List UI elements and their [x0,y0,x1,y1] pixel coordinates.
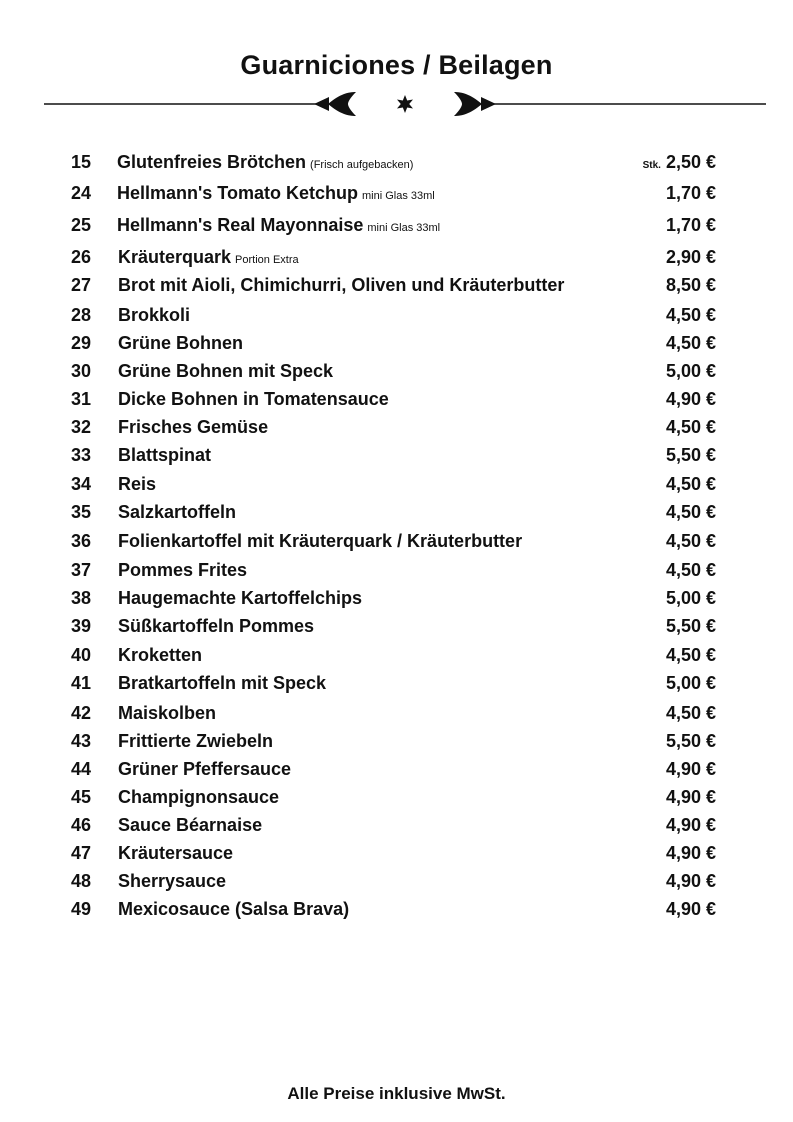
price-value: 4,50 € [665,531,716,551]
item-name-text: Maiskolben [118,703,217,723]
item-name [118,616,314,637]
item-name [118,531,522,552]
item-name-text: Grüner Pfeffersauce [118,759,292,779]
menu-item [0,727,793,755]
item-name [117,152,413,173]
item-name-text: Sauce Béarnaise [118,815,263,835]
item-name [117,183,435,204]
price-value: 5,50 € [665,616,716,636]
item-name-text: Hellmann's Tomato Ketchup [117,183,358,203]
item-number: 37 [71,560,92,580]
item-name-text: Reis [118,474,157,494]
item-number: 25 [71,215,92,235]
menu-item [0,357,793,385]
item-number: 24 [71,183,92,203]
item-number: 49 [71,899,92,919]
item-number: 48 [71,871,92,891]
item-price [666,787,716,808]
item-name-text: Dicke Bohnen in Tomatensauce [118,389,389,409]
item-price [666,183,716,204]
item-name-text: Folienkartoffel mit Kräuterquark / Kräuterbutter [118,531,523,551]
menu-item [0,527,793,556]
item-name-text: Brot mit Aioli, Chimichurri, Oliven und Kräuterbutter [118,275,565,295]
item-price [666,417,716,438]
item-number: 47 [71,843,92,863]
item-name [118,275,564,296]
item-name [117,215,440,236]
item-price [666,361,716,382]
item-name-text: Frittierte Zwiebeln [118,731,274,751]
item-price [666,305,716,326]
item-name [118,502,236,523]
item-number: 33 [71,445,92,465]
item-name-text: Sherrysauce [118,871,227,891]
item-number: 43 [71,731,92,751]
price-value: 4,50 € [665,645,716,665]
price-value: 5,00 € [665,673,716,693]
item-price [643,152,716,173]
item-name-text: Blattspinat [118,445,212,465]
item-name [118,871,226,892]
item-number: 28 [71,305,92,325]
menu-item [0,329,793,357]
menu-item [0,612,793,641]
menu-item [0,179,793,211]
menu-item [0,811,793,839]
page-title: Guarniciones / Beilagen [240,50,553,80]
item-price [666,759,716,780]
item-name-text: Pommes Frites [118,560,248,580]
item-price [666,899,716,920]
item-price [666,731,716,752]
item-number: 26 [71,247,92,267]
menu-item [0,699,793,727]
item-name-text: Süßkartoffeln Pommes [118,616,315,636]
item-number: 45 [71,787,92,807]
price-value: 5,00 € [665,588,716,608]
item-name [118,417,268,438]
price-value: 2,90 € [665,247,716,267]
price-unit: Stk. [642,160,661,171]
price-value: 1,70 € [665,215,716,235]
item-number: 35 [71,502,92,522]
price-value: 4,50 € [665,560,716,580]
price-value: 4,90 € [665,815,716,835]
item-price [666,616,716,637]
item-name-text: Kräuterquark [118,247,232,267]
item-name-text: Mexicosauce (Salsa Brava) [118,899,350,919]
item-name [118,645,202,666]
item-number: 46 [71,815,92,835]
item-name [118,843,233,864]
divider-flourish-right [454,92,496,116]
menu-item [0,271,793,301]
price-value: 2,50 € [665,152,716,172]
item-price [666,389,716,410]
menu-item [0,755,793,783]
item-name-text: Grüne Bohnen [118,333,243,353]
item-number: 36 [71,531,92,551]
price-value: 4,50 € [665,502,716,522]
item-name-text: Brokkoli [118,305,191,325]
menu-item [0,783,793,811]
item-number: 42 [71,703,92,723]
item-name-text: Kroketten [118,645,203,665]
menu-item [0,498,793,527]
item-price [666,333,716,354]
divider-flourish-left [314,92,356,116]
item-name-text: Salzkartoffeln [118,502,237,522]
item-note: mini Glas 33ml [367,222,441,234]
item-price [666,645,716,666]
item-price [666,843,716,864]
item-number: 29 [71,333,92,353]
item-name [118,759,291,780]
item-name [118,445,211,466]
item-name [118,673,326,694]
menu-item [0,641,793,669]
price-value: 4,50 € [665,703,716,723]
price-value: 1,70 € [665,183,716,203]
price-value: 5,50 € [665,445,716,465]
price-value: 4,90 € [665,843,716,863]
item-name [118,560,247,581]
item-name [118,899,349,920]
menu-item [0,470,793,498]
item-note: (Frisch aufgebacken) [310,159,414,171]
item-name-text: Frisches Gemüse [118,417,269,437]
item-name [118,787,279,808]
menu-item [0,584,793,612]
price-value: 4,50 € [665,474,716,494]
item-number: 27 [71,275,92,295]
menu-item [0,211,793,243]
ornamental-divider [44,88,766,122]
item-number: 39 [71,616,92,636]
item-name [118,474,156,495]
item-name [118,305,190,326]
menu-item [0,413,793,441]
item-number: 41 [71,673,92,693]
item-price [666,703,716,724]
item-note: Portion Extra [235,254,299,266]
menu-item [0,556,793,584]
item-note: mini Glas 33ml [361,190,435,202]
item-name [118,247,299,268]
item-name-text: Champignonsauce [118,787,280,807]
menu-item [0,301,793,329]
item-price [666,247,716,268]
item-name-text: Glutenfreies Brötchen [117,152,307,172]
item-number: 40 [71,645,92,665]
item-number: 15 [71,152,92,172]
price-value: 4,90 € [665,899,716,919]
item-price [666,474,716,495]
price-value: 5,50 € [665,731,716,751]
item-price [666,871,716,892]
price-value: 4,50 € [665,305,716,325]
item-name [118,731,273,752]
item-name [118,333,243,354]
item-price [666,673,716,694]
item-number: 38 [71,588,92,608]
menu-item [0,867,793,895]
menu-item [0,669,793,699]
item-name-text: Haugemachte Kartoffelchips [118,588,363,608]
item-name [118,588,362,609]
menu-item [0,148,793,179]
item-name [118,815,262,836]
item-name-text: Kräutersauce [118,843,234,863]
star-ornament-icon [397,95,413,113]
menu-item [0,243,793,271]
price-value: 8,50 € [665,275,716,295]
item-price [666,531,716,552]
item-price [666,215,716,236]
price-value: 4,50 € [665,417,716,437]
item-name [118,703,216,724]
item-name-text: Grüne Bohnen mit Speck [118,361,334,381]
item-price [666,560,716,581]
menu-list [0,148,793,923]
item-number: 30 [71,361,92,381]
price-value: 4,50 € [665,333,716,353]
item-price [666,588,716,609]
price-value: 4,90 € [665,389,716,409]
menu-item [0,441,793,470]
item-name [118,389,389,410]
item-price [666,815,716,836]
item-number: 32 [71,417,92,437]
item-name-text: Bratkartoffeln mit Speck [118,673,327,693]
price-value: 4,90 € [665,759,716,779]
item-name [118,361,333,382]
item-number: 31 [71,389,92,409]
price-value: 4,90 € [665,871,716,891]
item-price [666,275,716,296]
menu-item [0,895,793,923]
item-price [666,445,716,466]
item-number: 34 [71,474,92,494]
price-value: 5,00 € [665,361,716,381]
item-number: 44 [71,759,92,779]
menu-item [0,385,793,413]
item-name-text: Hellmann's Real Mayonnaise [117,215,364,235]
vat-note: Alle Preise inklusive MwSt. [287,1084,506,1103]
item-price [666,502,716,523]
price-value: 4,90 € [665,787,716,807]
menu-item [0,839,793,867]
